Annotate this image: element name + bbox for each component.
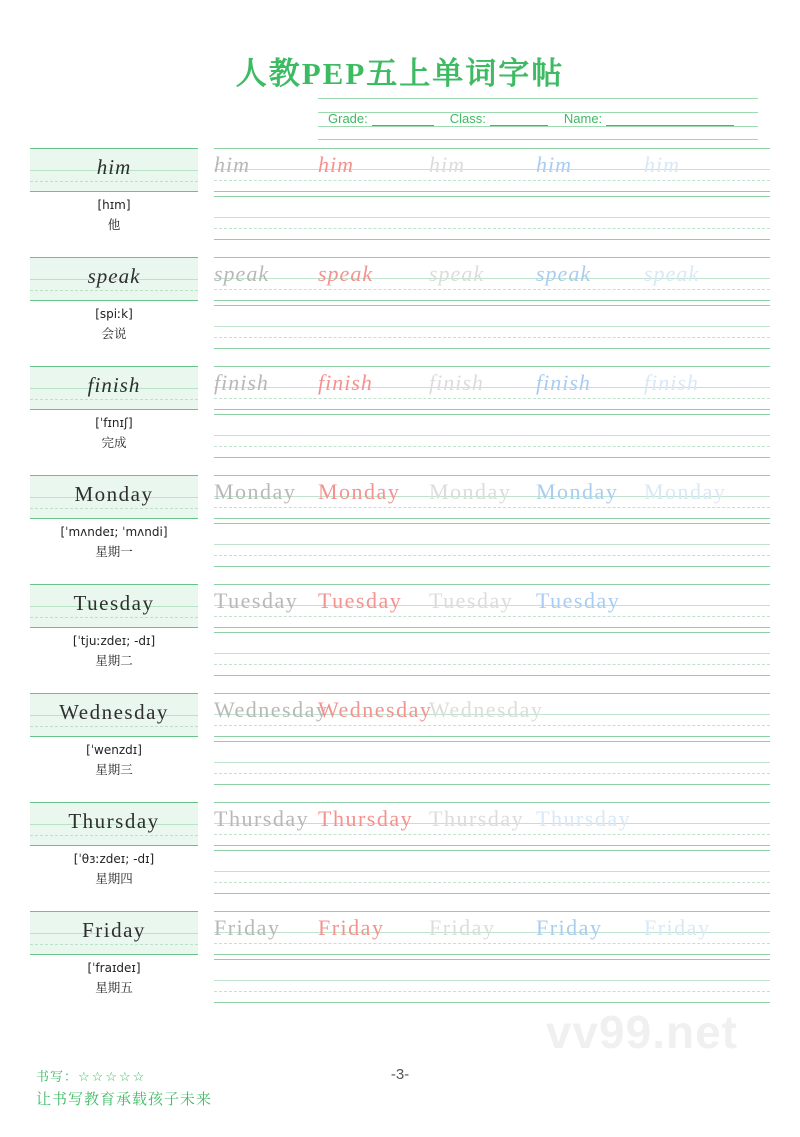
staff-line-bottom — [214, 457, 770, 458]
model-word-text: him — [96, 155, 132, 179]
model-word-text: speak — [87, 264, 141, 288]
practice-staff[interactable] — [214, 632, 770, 676]
phonetic-text: [ˈwenzdɪ] — [86, 743, 142, 757]
practice-area[interactable] — [214, 911, 770, 1003]
guideline-dash — [30, 617, 198, 618]
staff-line-dashed — [214, 991, 770, 992]
student-info-header — [318, 98, 758, 140]
model-word-box — [30, 584, 198, 628]
guideline-dash — [30, 399, 198, 400]
trace-word: speak — [318, 261, 374, 286]
meaning-text: 星期四 — [95, 872, 133, 886]
trace-word: speak — [644, 261, 700, 286]
model-word-box — [30, 366, 198, 410]
staff-line-bottom — [214, 736, 770, 737]
staff-line-bottom — [214, 300, 770, 301]
staff-line-top — [214, 414, 770, 415]
phonetic-text: [hɪm] — [97, 198, 131, 212]
practice-staff[interactable] — [214, 741, 770, 785]
trace-word: finish — [318, 370, 373, 395]
trace-word: Monday — [536, 479, 619, 504]
staff-line-mid — [214, 217, 770, 218]
page-title: 人教PEP五上单词字帖 — [235, 56, 565, 91]
staff-line-bottom — [214, 348, 770, 349]
staff-line-top — [214, 741, 770, 742]
trace-word: speak — [429, 261, 485, 286]
staff-line-dashed — [214, 446, 770, 447]
staff-line-top — [214, 693, 770, 694]
staff-line-bottom — [214, 675, 770, 676]
model-word-text: Wednesday — [59, 700, 169, 724]
meaning-text: 会说 — [101, 327, 127, 341]
staff-line-top — [214, 850, 770, 851]
practice-staff[interactable] — [214, 693, 770, 737]
staff-line-dashed — [214, 773, 770, 774]
trace-word: him — [318, 152, 354, 177]
trace-word: Thursday — [536, 806, 632, 831]
model-word-box — [30, 257, 198, 301]
guideline-dash — [30, 726, 198, 727]
staff-line-dashed — [214, 664, 770, 665]
staff-line-bottom — [214, 518, 770, 519]
trace-word: Tuesday — [429, 588, 514, 613]
trace-word: Thursday — [318, 806, 414, 831]
model-word-text: Friday — [82, 918, 146, 942]
meaning-text: 星期三 — [95, 763, 133, 777]
staff-line-top — [214, 911, 770, 912]
practice-area[interactable] — [214, 148, 770, 240]
model-word-text: Thursday — [68, 809, 160, 833]
grade-label: Grade: — [328, 111, 368, 126]
trace-word: finish — [429, 370, 484, 395]
trace-word: Monday — [214, 479, 297, 504]
footer-slogan: 让书写教育承载孩子未来 — [36, 1091, 213, 1108]
staff-line-dashed — [214, 289, 770, 290]
trace-word: Friday — [429, 915, 496, 940]
phonetic-text: [ˈfɪnɪʃ] — [95, 416, 133, 430]
staff-line-mid — [214, 762, 770, 763]
guideline-dash — [30, 508, 198, 509]
word-entry — [30, 911, 198, 996]
practice-staff[interactable] — [214, 196, 770, 240]
trace-word: finish — [644, 370, 699, 395]
staff-line-dashed — [214, 337, 770, 338]
guideline-dash — [30, 944, 198, 945]
trace-word: Monday — [644, 479, 727, 504]
practice-staff[interactable] — [214, 148, 770, 192]
staff-line-dashed — [214, 555, 770, 556]
staff-line-dashed — [214, 180, 770, 181]
trace-word: Friday — [214, 915, 281, 940]
practice-staff[interactable] — [214, 584, 770, 628]
model-word-text: finish — [87, 373, 141, 397]
model-word-box — [30, 148, 198, 192]
trace-word: Tuesday — [214, 588, 299, 613]
practice-staff[interactable] — [214, 305, 770, 349]
model-word-box — [30, 911, 198, 955]
practice-staff[interactable] — [214, 959, 770, 1003]
name-label: Name: — [563, 111, 603, 126]
staff-line-bottom — [214, 1002, 770, 1003]
practice-staff[interactable] — [214, 850, 770, 894]
footer-stars[interactable]: ☆☆☆☆☆ — [78, 1069, 147, 1084]
practice-staff[interactable] — [214, 475, 770, 519]
staff-line-bottom — [214, 627, 770, 628]
practice-staff[interactable] — [214, 523, 770, 567]
trace-word: Friday — [536, 915, 603, 940]
staff-line-bottom — [214, 191, 770, 192]
staff-line-mid — [214, 435, 770, 436]
staff-line-bottom — [214, 566, 770, 567]
phonetic-text: [ˈθɜːzdeɪ; -dɪ] — [73, 852, 155, 866]
staff-line-top — [214, 584, 770, 585]
staff-line-dashed — [214, 834, 770, 835]
trace-word: Tuesday — [536, 588, 621, 613]
trace-word: him — [214, 152, 250, 177]
trace-word: Thursday — [429, 806, 525, 831]
staff-line-dashed — [214, 398, 770, 399]
model-word-box — [30, 802, 198, 846]
staff-line-bottom — [214, 784, 770, 785]
trace-word: him — [536, 152, 572, 177]
watermark: vv99.net — [545, 1006, 738, 1058]
trace-word: Wednesday — [318, 697, 433, 722]
staff-line-bottom — [214, 893, 770, 894]
practice-staff[interactable] — [214, 257, 770, 301]
class-input[interactable] — [490, 112, 548, 126]
staff-line-top — [214, 196, 770, 197]
staff-line-bottom — [214, 409, 770, 410]
worksheet-sheet — [18, 10, 782, 1127]
staff-line-top — [214, 148, 770, 149]
staff-line-top — [214, 257, 770, 258]
trace-word: Tuesday — [318, 588, 403, 613]
staff-line-dashed — [214, 882, 770, 883]
staff-line-top — [214, 632, 770, 633]
staff-line-mid — [214, 169, 770, 170]
staff-line-bottom — [214, 845, 770, 846]
practice-area[interactable] — [214, 693, 770, 785]
word-entry — [30, 584, 198, 669]
staff-line-mid — [214, 871, 770, 872]
trace-word: finish — [536, 370, 591, 395]
staff-line-dashed — [214, 943, 770, 944]
staff-line-dashed — [214, 228, 770, 229]
staff-line-mid — [214, 980, 770, 981]
guideline-dash — [30, 835, 198, 836]
model-word-text: Tuesday — [73, 591, 155, 615]
meaning-text: 完成 — [101, 436, 127, 450]
phonetic-text: [ˈfraɪdeɪ] — [87, 961, 141, 975]
practice-staff[interactable] — [214, 802, 770, 846]
staff-line-mid — [214, 653, 770, 654]
phonetic-text: [spiːk] — [95, 307, 133, 321]
practice-area[interactable] — [214, 257, 770, 349]
word-entry — [30, 693, 198, 778]
page-number: -3- — [390, 1066, 410, 1083]
phonetic-text: [ˈmʌndeɪ; ˈmʌndi] — [60, 525, 168, 539]
practice-staff[interactable] — [214, 414, 770, 458]
trace-word: Friday — [644, 915, 711, 940]
meaning-text: 星期一 — [95, 545, 133, 559]
trace-word: Wednesday — [429, 697, 544, 722]
trace-word: Friday — [318, 915, 385, 940]
word-entry — [30, 148, 198, 233]
footer-write-label: 书写： — [36, 1069, 79, 1084]
grade-input[interactable] — [372, 112, 434, 126]
guideline-dash — [30, 290, 198, 291]
meaning-text: 星期五 — [95, 981, 133, 995]
practice-staff[interactable] — [214, 911, 770, 955]
staff-line-top — [214, 523, 770, 524]
staff-line-mid — [214, 326, 770, 327]
model-word-box — [30, 693, 198, 737]
trace-word: him — [429, 152, 465, 177]
practice-area[interactable] — [214, 584, 770, 676]
staff-line-top — [214, 802, 770, 803]
trace-word: Monday — [318, 479, 401, 504]
phonetic-text: [ˈtjuːzdeɪ; -dɪ] — [72, 634, 156, 648]
word-entry — [30, 257, 198, 342]
word-entry — [30, 366, 198, 451]
trace-word: speak — [536, 261, 592, 286]
class-label: Class: — [449, 111, 486, 126]
name-input[interactable] — [606, 112, 734, 126]
staff-line-top — [214, 475, 770, 476]
trace-word: him — [644, 152, 680, 177]
staff-line-bottom — [214, 954, 770, 955]
trace-word: finish — [214, 370, 269, 395]
trace-word: speak — [214, 261, 270, 286]
trace-word: Wednesday — [214, 697, 329, 722]
word-entry — [30, 802, 198, 887]
staff-line-bottom — [214, 239, 770, 240]
practice-staff[interactable] — [214, 366, 770, 410]
practice-area[interactable] — [214, 366, 770, 458]
meaning-text: 他 — [107, 218, 121, 232]
staff-line-dashed — [214, 725, 770, 726]
trace-word: Thursday — [214, 806, 310, 831]
model-word-text: Monday — [74, 482, 154, 506]
staff-line-top — [214, 305, 770, 306]
word-entry — [30, 475, 198, 560]
staff-line-dashed — [214, 507, 770, 508]
guideline-dash — [30, 181, 198, 182]
model-word-box — [30, 475, 198, 519]
staff-line-top — [214, 366, 770, 367]
practice-area[interactable] — [214, 802, 770, 894]
staff-line-top — [214, 959, 770, 960]
practice-area[interactable] — [214, 475, 770, 567]
meaning-text: 星期二 — [95, 654, 133, 668]
trace-word: Monday — [429, 479, 512, 504]
staff-line-dashed — [214, 616, 770, 617]
staff-line-mid — [214, 544, 770, 545]
